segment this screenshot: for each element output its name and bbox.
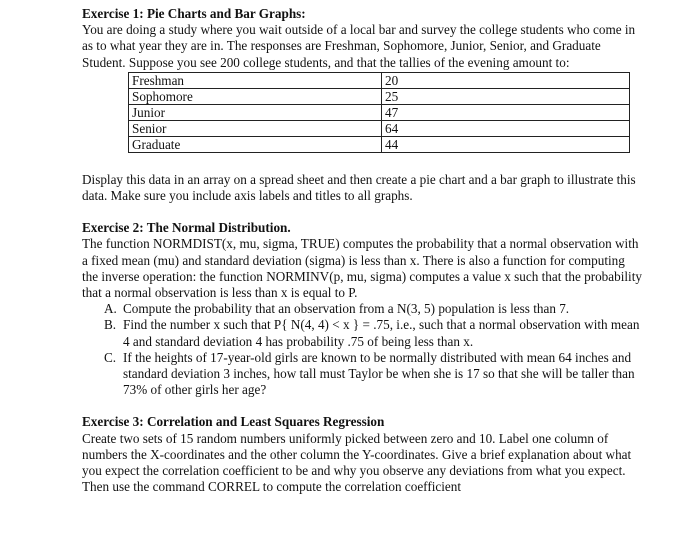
exercise1-instructions: Display this data in an array on a spread sheet and then create a pie chart and a bar graph to illustrate this data. Make sure you include axis labels and titles to all graphs. (82, 171, 636, 204)
table-cell-count: 44 (382, 136, 630, 152)
table-cell-category: Junior (129, 104, 382, 120)
spacer (82, 153, 642, 172)
list-item-text: If the heights of 17-year-old girls are known to be normally distributed with mean 64 inches and standard deviation 3 inches, how tall must Taylor be when she is 17 so that she will be taller than 73% of other girls her age? (123, 349, 635, 398)
table-cell-count: 47 (382, 104, 630, 120)
spacer (82, 398, 642, 414)
table-row (129, 120, 630, 136)
table-row (129, 88, 630, 104)
table-cell-category: Graduate (129, 136, 382, 152)
tally-table (128, 72, 630, 153)
list-marker: B. (104, 317, 117, 333)
list-marker: A. (104, 301, 117, 317)
list-item-text: Compute the probability that an observation from a N(3, 5) population is less than 7. (123, 301, 570, 317)
exercise2-intro: The function NORMDIST(x, mu, sigma, TRUE) computes the probability that a normal observation with a fixed mean (mu) and standard deviation (sigma) is less than x. There is also a function for computing the inverse operation: the function NORMINV(p, mu, sigma) computes a value x such that the probability that a normal observation is less than x is equal to P. (82, 236, 642, 301)
table-cell-count: 25 (382, 88, 630, 104)
list-item-text: Find the number x such that P{ N(4, 4) < x } = .75, i.e., such that a normal observation with mean 4 and standard deviation 4 has probability .75 of being less than x. (123, 317, 640, 349)
table-row (129, 104, 630, 120)
list-item (82, 301, 642, 317)
exercise2-heading: Exercise 2: The Normal Distribution. (82, 220, 291, 236)
list-item (82, 317, 642, 349)
exercise1-heading: Exercise 1: Pie Charts and Bar Graphs: (82, 6, 306, 21)
list-item (82, 350, 642, 399)
table-cell-count: 20 (382, 72, 630, 88)
spacer (82, 204, 642, 220)
exercise3-heading: Exercise 3: Correlation and Least Squares Regression (82, 414, 385, 430)
table-cell-category: Sophomore (129, 88, 382, 104)
list-marker: C. (104, 349, 117, 365)
exercise1-intro: You are doing a study where you wait outside of a local bar and survey the college students who come in as to what year they are in. The responses are Freshman, Sophomore, Junior, Senior, and Graduate Student. Suppose you see 200 college students, and that the tallies of the evening amount to: (82, 22, 636, 70)
table-cell-count: 64 (382, 120, 630, 136)
document-page (82, 6, 642, 495)
exercise2-list (82, 301, 642, 398)
table-cell-category: Senior (129, 120, 382, 136)
table-row (129, 136, 630, 152)
table-cell-category: Freshman (129, 72, 382, 88)
table-row (129, 72, 630, 88)
exercise3-intro: Create two sets of 15 random numbers uniformly picked between zero and 10. Label one column of numbers the X-coordinates and the other column the Y-coordinates. Give a brief explanation about what you expect the correlation coefficient to be and why you observe any deviations from what you expect. Then use the command CORREL to compute the correlation coefficient (82, 430, 632, 495)
